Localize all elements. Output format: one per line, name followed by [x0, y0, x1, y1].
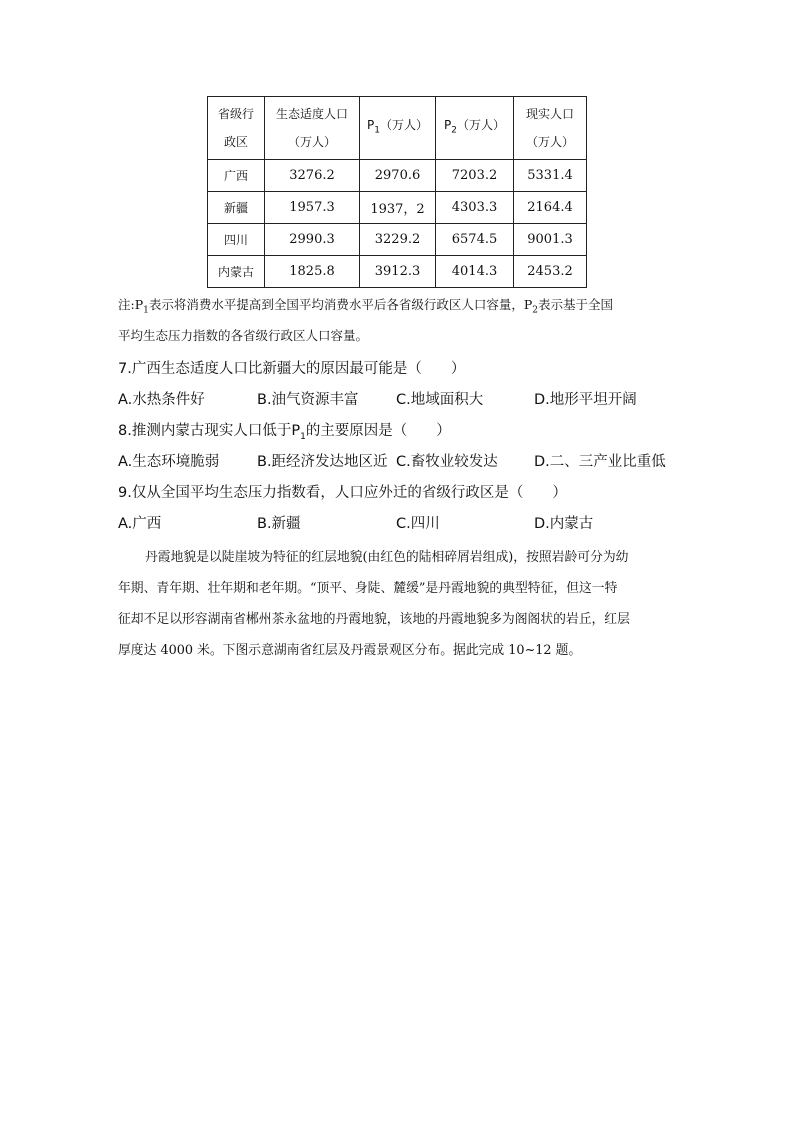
table-header-row [208, 97, 587, 160]
cell-eco: 1957.3 [265, 192, 360, 224]
q7-option-d: D.地形平坦开阔 [534, 392, 637, 408]
cell-p1: 3229.2 [360, 224, 436, 256]
population-table [207, 96, 587, 288]
q9-option-c: C.四川 [396, 516, 440, 532]
cell-p2: 6574.5 [436, 224, 514, 256]
cell-p1: 3912.3 [360, 256, 436, 288]
cell-p2: 4014.3 [436, 256, 514, 288]
cell-eco: 1825.8 [265, 256, 360, 288]
cell-region: 内蒙古 [208, 256, 265, 288]
passage-line: 年期、青年期、壮年期和老年期。“顶平、身陡、麓缓”是丹霞地貌的典型特征，但这一特 [118, 581, 618, 596]
cell-p2: 7203.2 [436, 160, 514, 192]
passage-line: 厚度达 4000 米。下图示意湖南省红层及丹霞景观区分布。据此完成 10~12 题。 [118, 643, 582, 658]
cell-actual: 2453.2 [514, 256, 587, 288]
q9-option-d: D.内蒙古 [534, 516, 594, 532]
table-note-line2: 平均生态压力指数的各省级行政区人口容量。 [118, 328, 369, 343]
passage-line: 征却不足以形容湖南省郴州茶永盆地的丹霞地貌，该地的丹霞地貌多为阁阁状的岩丘，红层 [118, 612, 630, 627]
passage-line: 丹霞地貌是以陡崖坡为特征的红层地貌(由红色的陆相碎屑岩组成)，按照岩龄可分为幼 [145, 550, 629, 565]
question-8-stem: 8.推测内蒙古现实人口低于$P_1$的主要原因是（ ） [118, 423, 451, 442]
cell-eco: 2990.3 [265, 224, 360, 256]
q8-option-b: B.距经济发达地区近 [257, 454, 388, 470]
header-p1: $P_1$（万人） [360, 97, 436, 160]
header-region: 省级行 政区 [208, 97, 265, 160]
cell-p1: 1937，2 [360, 192, 436, 224]
header-actual-population: 现实人口 （万人） [514, 97, 587, 160]
table-row [208, 224, 587, 256]
cell-region: 四川 [208, 224, 265, 256]
cell-p1: 2970.6 [360, 160, 436, 192]
cell-p2: 4303.3 [436, 192, 514, 224]
cell-actual: 2164.4 [514, 192, 587, 224]
q8-option-c: C.畜牧业较发达 [396, 454, 498, 470]
table-note: 注$:P_1$表示将消费水平提高到全国平均消费水平后各省级行政区人口容量，$P_2$表示基于全国 [118, 297, 614, 316]
header-eco-population: 生态适度人口 （万人） [265, 97, 360, 160]
q7-option-a: A.水热条件好 [118, 392, 205, 408]
cell-region: 新疆 [208, 192, 265, 224]
q7-option-b: B.油气资源丰富 [257, 392, 359, 408]
table-row [208, 192, 587, 224]
q8-option-a: A.生态环境脆弱 [118, 454, 220, 470]
cell-eco: 3276.2 [265, 160, 360, 192]
table-row [208, 256, 587, 288]
header-p2: $P_2$（万人） [436, 97, 514, 160]
cell-region: 广西 [208, 160, 265, 192]
q9-option-b: B.新疆 [257, 516, 301, 532]
question-7-stem: 7.广西生态适度人口比新疆大的原因最可能是（ ） [118, 361, 466, 377]
cell-actual: 9001.3 [514, 224, 587, 256]
question-9-stem: 9.仅从全国平均生态压力指数看，人口应外迁的省级行政区是（ ） [118, 485, 567, 501]
q8-option-d: D.二、三产业比重低 [534, 454, 666, 470]
q9-option-a: A.广西 [118, 516, 162, 532]
q7-option-c: C.地域面积大 [396, 392, 484, 408]
cell-actual: 5331.4 [514, 160, 587, 192]
table-row [208, 160, 587, 192]
